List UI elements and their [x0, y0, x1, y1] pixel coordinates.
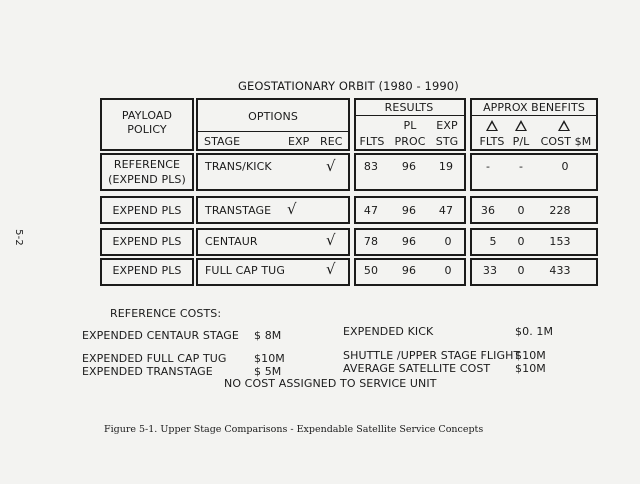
cost-note: NO COST ASSIGNED TO SERVICE UNIT [224, 377, 437, 390]
exp-header: EXP [288, 135, 310, 148]
row1-proc: 96 [401, 160, 417, 173]
exp-stg-header-line1: EXP [436, 119, 458, 132]
figure-caption: Figure 5-1. Upper Stage Comparisons - Expendable Satellite Service Concepts [104, 424, 484, 435]
cost-value-centaur: $ 8M [254, 329, 282, 342]
row2-policy: EXPEND PLS [112, 204, 182, 217]
delta-pl-icon [515, 120, 527, 131]
table-title: GEOSTATIONARY ORBIT (1980 - 1990) [238, 79, 459, 93]
cost-value-satellite: $10M [515, 362, 546, 375]
row3-check-mark: √ [326, 231, 336, 249]
row1-benefit-cost: 0 [561, 160, 569, 173]
row2-proc: 96 [401, 204, 417, 217]
benefit-pl-header: P/L [512, 135, 530, 148]
row2-check-mark: √ [287, 200, 297, 218]
row4-benefit-cost: 433 [549, 264, 571, 277]
exp-stg-header-line2: STG [435, 135, 459, 148]
reference-costs-heading: REFERENCE COSTS: [110, 307, 222, 320]
row2-benefit-flts: 36 [480, 204, 496, 217]
row4-stg: 0 [444, 264, 452, 277]
row3-stg: 0 [444, 235, 452, 248]
row1-flts: 83 [363, 160, 379, 173]
row1-policy-line2: (EXPEND PLS) [108, 173, 186, 186]
stage-header: STAGE [204, 135, 241, 148]
row3-benefit-cost: 153 [549, 235, 571, 248]
cost-value-shuttle-flight: $10M [515, 349, 546, 362]
row2-stg: 47 [438, 204, 454, 217]
row2-benefit-pl: 0 [517, 204, 525, 217]
row3-proc: 96 [401, 235, 417, 248]
row2-stage: TRANSTAGE [205, 204, 272, 217]
cost-label-satellite: AVERAGE SATELLITE COST [343, 362, 491, 375]
row1-stage: TRANS/KICK [205, 160, 272, 173]
cost-label-kick: EXPENDED KICK [343, 325, 434, 338]
row3-flts: 78 [363, 235, 379, 248]
cost-label-transtage: EXPENDED TRANSTAGE [82, 365, 213, 378]
benefit-flts-header: FLTS [479, 135, 505, 148]
row4-check-mark: √ [326, 260, 336, 278]
row4-benefit-pl: 0 [517, 264, 525, 277]
row3-benefit-pl: 0 [517, 235, 525, 248]
page-number: 5-2 [12, 229, 24, 246]
cost-label-shuttle-flight: SHUTTLE /UPPER STAGE FLIGHT [343, 349, 521, 362]
delta-cost-icon [558, 120, 570, 131]
rec-header: REC [320, 135, 343, 148]
flts-header: FLTS [359, 135, 385, 148]
row4-flts: 50 [363, 264, 379, 277]
cost-value-full-cap-tug: $10M [254, 352, 285, 365]
cost-label-full-cap-tug: EXPENDED FULL CAP TUG [82, 352, 227, 365]
row2-benefit-cost: 228 [549, 204, 571, 217]
pl-proc-header-line2: PROC [394, 135, 426, 148]
options-header: OPTIONS [248, 110, 298, 123]
policy-header-line1: PAYLOAD [121, 109, 173, 122]
row2-flts: 47 [363, 204, 379, 217]
cost-value-kick: $0. 1M [515, 325, 554, 338]
delta-flts-icon [486, 120, 498, 131]
row4-proc: 96 [401, 264, 417, 277]
row3-stage: CENTAUR [205, 235, 258, 248]
pl-proc-header-line1: PL [403, 119, 417, 132]
row1-check-mark: √ [326, 157, 336, 175]
benefits-header: APPROX BENEFITS [483, 101, 585, 114]
cost-label-centaur: EXPENDED CENTAUR STAGE [82, 329, 239, 342]
cost-value-transtage: $ 5M [254, 365, 282, 378]
row3-policy: EXPEND PLS [112, 235, 182, 248]
row1-policy-line1: REFERENCE [113, 158, 181, 171]
row4-benefit-flts: 33 [482, 264, 498, 277]
row1-stg: 19 [438, 160, 454, 173]
row1-benefit-flts: - [485, 160, 491, 173]
row4-policy: EXPEND PLS [112, 264, 182, 277]
row4-stage: FULL CAP TUG [205, 264, 285, 277]
benefit-cost-header: COST $M [540, 135, 592, 148]
row1-benefit-pl: - [518, 160, 524, 173]
row3-benefit-flts: 5 [489, 235, 497, 248]
policy-header-line2: POLICY [127, 123, 167, 136]
results-header: RESULTS [384, 101, 434, 114]
